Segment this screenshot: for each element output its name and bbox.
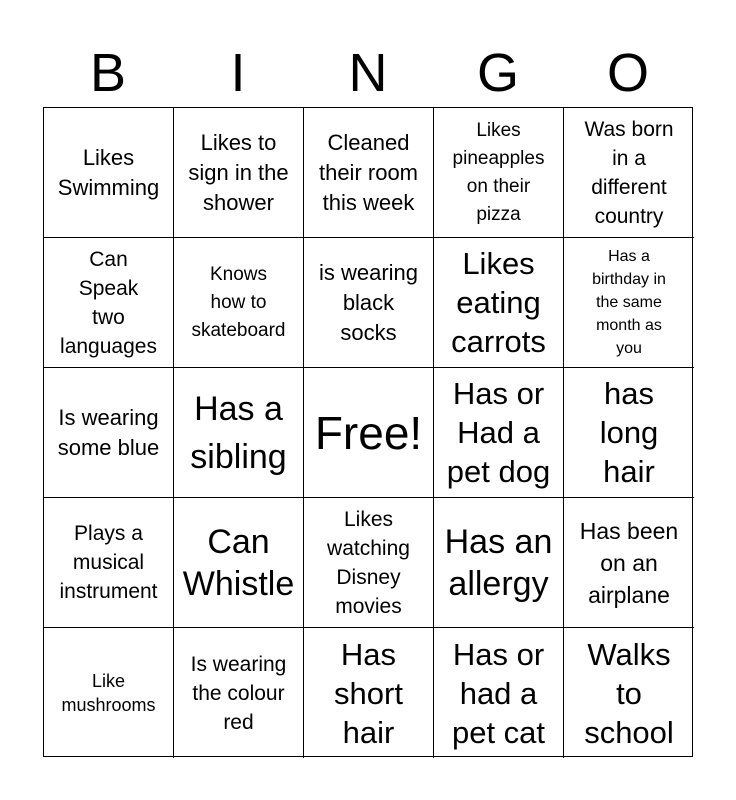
bingo-cell-3-1[interactable]: [44, 368, 174, 498]
bingo-cell-4-3[interactable]: [304, 498, 434, 628]
cell-text: Likes watching Disney movies: [327, 507, 410, 618]
cell-text: Is wearing the colour red: [190, 652, 287, 734]
header-letter-o: O: [606, 43, 649, 103]
cell-text: Can Speak two languages: [60, 247, 157, 358]
cell-text: Likes eating carrots: [451, 246, 546, 359]
bingo-cell-4-5[interactable]: [564, 498, 694, 628]
header-letter-b: B: [89, 43, 127, 103]
header-letter-n: N: [348, 43, 388, 103]
bingo-cell-1-1[interactable]: [44, 108, 174, 238]
bingo-cell-3-5[interactable]: [564, 368, 694, 498]
bingo-cell-4-4[interactable]: [434, 498, 564, 628]
header-letter-i: I: [230, 43, 246, 103]
cell-text: Has or had a pet cat: [451, 636, 546, 750]
cell-text: Has a birthday in the same month as you: [592, 248, 666, 357]
cell-text: Can Whistle: [182, 522, 295, 603]
cell-text: Likes to sign in the shower: [188, 129, 289, 215]
bingo-cell-3-3[interactable]: [304, 368, 434, 498]
bingo-cell-5-2[interactable]: [174, 628, 304, 758]
bingo-cell-1-4[interactable]: [434, 108, 564, 238]
cell-text: Was born in a different country: [584, 117, 674, 228]
bingo-cell-2-5[interactable]: [564, 238, 694, 368]
bingo-cell-5-4[interactable]: [434, 628, 564, 758]
cell-text: is wearing black socks: [318, 259, 419, 345]
bingo-cell-5-5[interactable]: [564, 628, 694, 758]
bingo-header: [43, 40, 693, 106]
bingo-cell-1-3[interactable]: [304, 108, 434, 238]
bingo-cell-2-2[interactable]: [174, 238, 304, 368]
bingo-cell-3-4[interactable]: [434, 368, 564, 498]
cell-text: Likes Swimming: [57, 144, 160, 200]
bingo-cell-2-3[interactable]: [304, 238, 434, 368]
header-letter-g: G: [476, 43, 519, 103]
bingo-cell-4-1[interactable]: [44, 498, 174, 628]
cell-text: Has been on an airplane: [579, 517, 679, 608]
bingo-cell-1-5[interactable]: [564, 108, 694, 238]
bingo-cell-4-2[interactable]: [174, 498, 304, 628]
cell-text: Like mushrooms: [61, 671, 156, 715]
cell-text: Has short hair: [334, 636, 403, 750]
cell-text: Cleaned their room this week: [318, 129, 419, 215]
bingo-board: [43, 107, 693, 757]
cell-text: Knows how to skateboard: [191, 263, 286, 341]
bingo-cell-2-1[interactable]: [44, 238, 174, 368]
cell-text: Plays a musical instrument: [59, 522, 158, 603]
bingo-cell-1-2[interactable]: [174, 108, 304, 238]
free-space: Free!: [314, 406, 423, 459]
cell-text: Is wearing some blue: [57, 404, 160, 460]
cell-text: Likes pineapples on their pizza: [452, 119, 545, 225]
cell-text: has long hair: [599, 376, 659, 489]
cell-text: Has a sibling: [190, 389, 287, 476]
cell-text: Has an allergy: [444, 522, 553, 603]
bingo-cell-3-2[interactable]: [174, 368, 304, 498]
bingo-cell-2-4[interactable]: [434, 238, 564, 368]
bingo-cell-5-3[interactable]: [304, 628, 434, 758]
cell-text: Has or Had a pet dog: [446, 376, 551, 489]
cell-text: Walks to school: [584, 636, 674, 750]
bingo-cell-5-1[interactable]: [44, 628, 174, 758]
